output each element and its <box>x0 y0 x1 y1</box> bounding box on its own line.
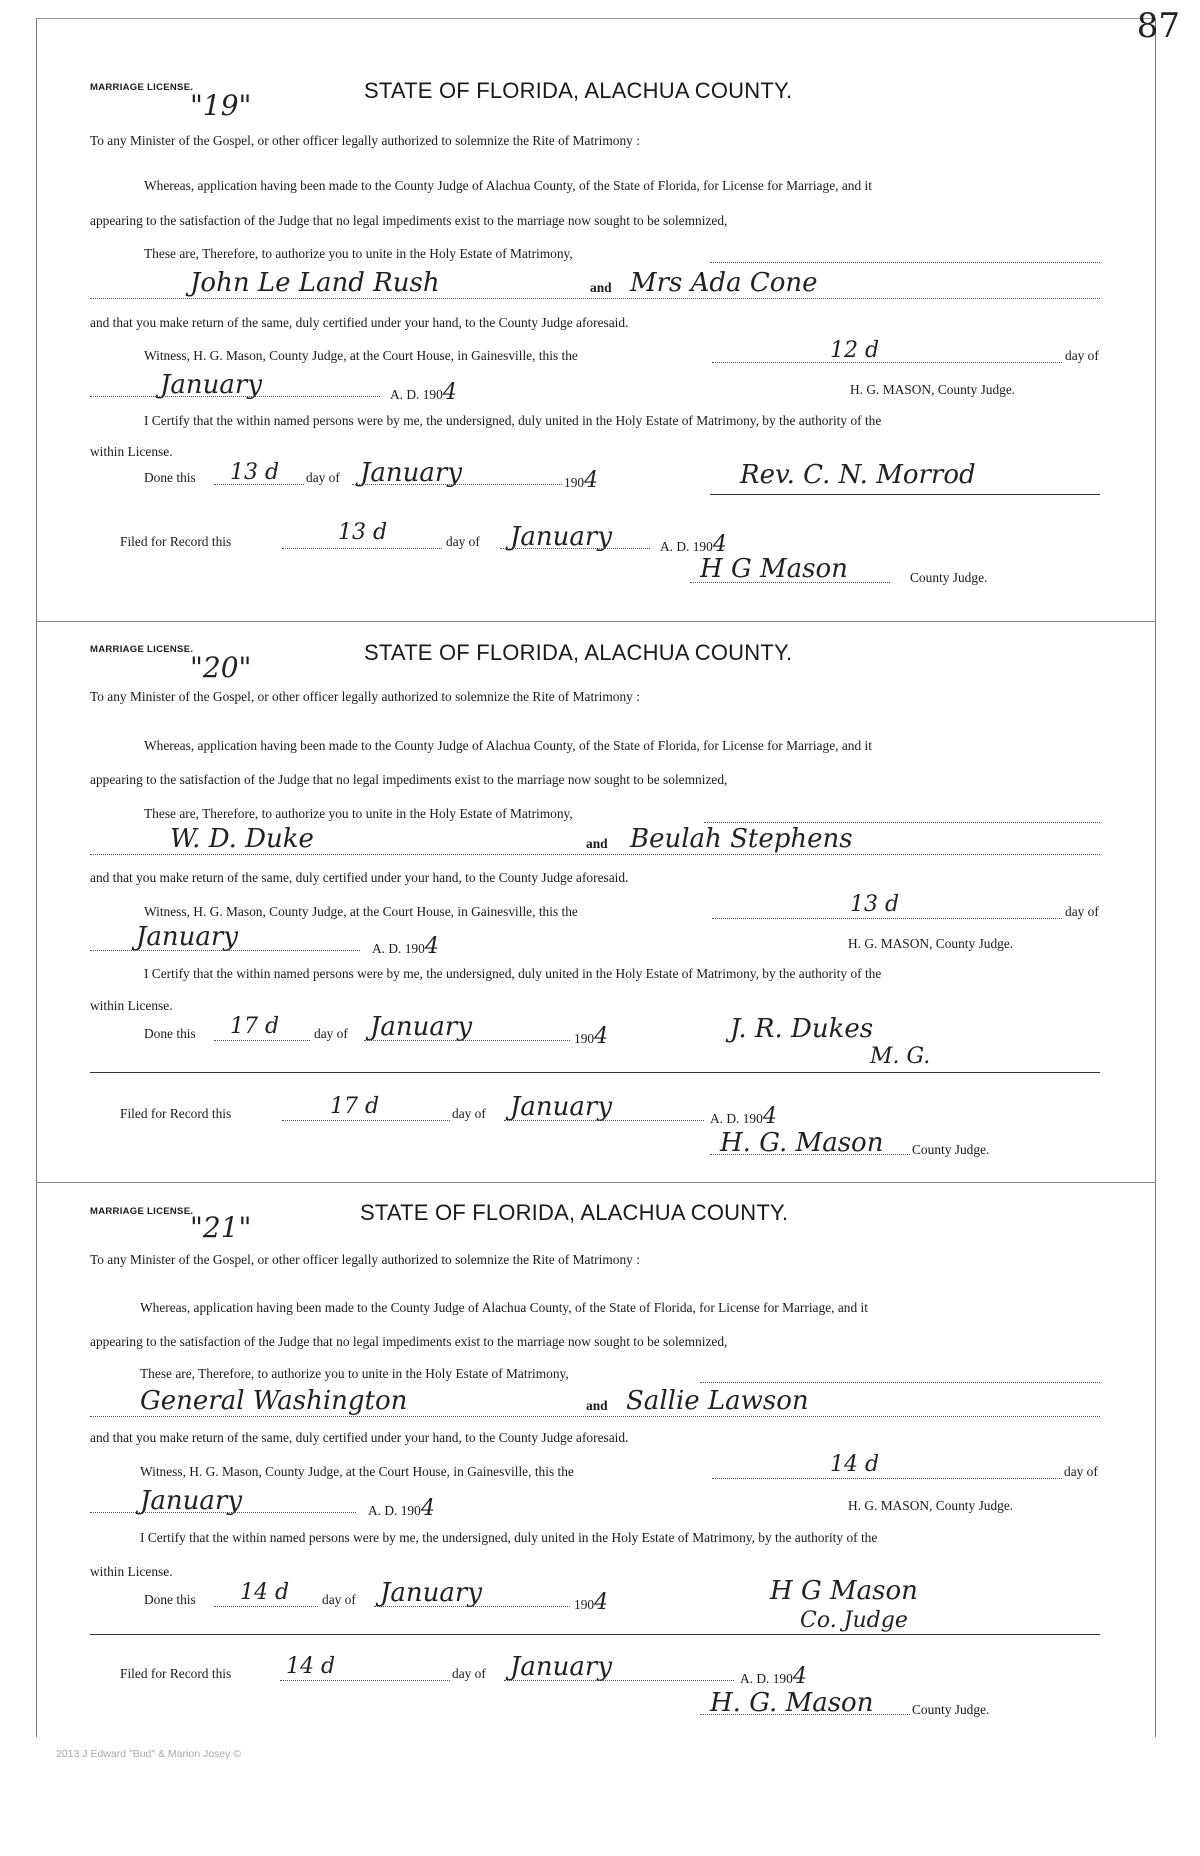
license-label: MARRIAGE LICENSE. <box>90 82 194 93</box>
address-line: To any Minister of the Gospel, or other officer legally authorized to solemnize the Rite of Matrimony : <box>90 689 640 704</box>
done-day-of-label: day of <box>306 470 340 485</box>
done-year-digit: 4 <box>584 468 599 493</box>
judge-name: H. G. MASON, County Judge. <box>850 382 1016 397</box>
certify-line-1: I Certify that the within named persons were by me, the undersigned, duly united in the Holy Estate of Matrimony, by the authority of the <box>140 1530 878 1545</box>
whereas-line-1: Whereas, application having been made to the County Judge of Alachua County, of the State of Florida, for License for Marriage, and it <box>144 178 872 193</box>
done-day-of-label: day of <box>322 1592 356 1607</box>
authorize-line: These are, Therefore, to authorize you to unite in the Holy Estate of Matrimony, <box>144 806 573 821</box>
fill-line <box>90 1416 1100 1417</box>
officiant-title: Co. Judge <box>800 1608 908 1633</box>
witness-month: January <box>140 1486 243 1516</box>
fill-line <box>374 1606 570 1607</box>
done-month: January <box>370 1012 473 1042</box>
judge-signature: H. G. Mason <box>710 1688 874 1718</box>
done-year-digit: 4 <box>594 1590 609 1615</box>
groom-name: W. D. Duke <box>170 824 314 854</box>
witness-year-digit: 4 <box>420 1496 435 1521</box>
ad-label: A. D. 190 <box>390 387 443 402</box>
witness-month: January <box>136 922 239 952</box>
fill-line <box>700 1714 910 1715</box>
bride-name: Mrs Ada Cone <box>630 268 818 298</box>
fill-line <box>700 1382 1100 1383</box>
filed-label: Filed for Record this <box>120 1106 232 1121</box>
and-label: and <box>586 1398 608 1413</box>
filed-day: 13 d <box>338 520 388 545</box>
license-label: MARRIAGE LICENSE. <box>90 1206 194 1217</box>
witness-day: 14 d <box>830 1452 880 1477</box>
filed-year-digit: 4 <box>762 1104 777 1129</box>
license-label: MARRIAGE LICENSE. <box>90 644 194 655</box>
signature-line <box>90 1634 1100 1635</box>
judge-signature: H G Mason <box>700 554 848 584</box>
certify-line-2: within License. <box>90 444 173 459</box>
witness-day: 12 d <box>830 338 880 363</box>
done-label: Done this <box>144 1592 196 1607</box>
fill-line <box>712 362 1062 363</box>
fill-line <box>214 484 304 485</box>
section-divider <box>36 1182 1156 1183</box>
certify-line-1: I Certify that the within named persons were by me, the undersigned, duly united in the Holy Estate of Matrimony, by the authority of the <box>144 966 882 981</box>
officiant-signature: H G Mason <box>770 1576 918 1606</box>
fill-line <box>214 1606 318 1607</box>
officiant-signature: Rev. C. N. Morrod <box>740 460 976 490</box>
done-day: 14 d <box>240 1580 290 1605</box>
filed-year-digit: 4 <box>792 1664 807 1689</box>
filed-day-of-label: day of <box>446 534 480 549</box>
license-header: STATE OF FLORIDA, ALACHUA COUNTY. <box>360 1200 789 1225</box>
filed-month: January <box>510 1092 613 1122</box>
fill-line <box>704 822 1100 823</box>
ad-label: A. D. 190 <box>372 941 425 956</box>
license-number: "21" <box>190 1211 252 1244</box>
bride-name: Beulah Stephens <box>630 824 853 854</box>
county-judge-label: County Judge. <box>912 1142 990 1157</box>
done-year-prefix: 190 <box>574 1031 595 1046</box>
license-header: STATE OF FLORIDA, ALACHUA COUNTY. <box>364 640 793 665</box>
witness-line: Witness, H. G. Mason, County Judge, at the Court House, in Gainesville, this the <box>140 1464 574 1479</box>
fill-line <box>352 484 562 485</box>
done-month: January <box>360 458 463 488</box>
filed-day-of-label: day of <box>452 1106 486 1121</box>
return-line: and that you make return of the same, duly certified under your hand, to the County Judge aforesaid. <box>90 1430 629 1445</box>
filed-month: January <box>510 522 613 552</box>
witness-day: 13 d <box>850 892 900 917</box>
fill-line <box>90 854 1100 855</box>
done-label: Done this <box>144 1026 196 1041</box>
whereas-line-1: Whereas, application having been made to the County Judge of Alachua County, of the State of Florida, for License for Marriage, and it <box>140 1300 868 1315</box>
day-of-label: day of <box>1065 348 1099 363</box>
done-month: January <box>380 1578 483 1608</box>
witness-year-digit: 4 <box>442 380 457 405</box>
done-year-digit: 4 <box>594 1024 609 1049</box>
done-label: Done this <box>144 470 196 485</box>
and-label: and <box>586 836 608 851</box>
return-line: and that you make return of the same, duly certified under your hand, to the County Judge aforesaid. <box>90 315 629 330</box>
done-year-prefix: 190 <box>574 1597 595 1612</box>
witness-line: Witness, H. G. Mason, County Judge, at the Court House, in Gainesville, this the <box>144 904 578 919</box>
fill-line <box>500 548 650 549</box>
done-day: 17 d <box>230 1014 280 1039</box>
authorize-line: These are, Therefore, to authorize you to unite in the Holy Estate of Matrimony, <box>140 1366 569 1381</box>
certify-line-1: I Certify that the within named persons were by me, the undersigned, duly united in the Holy Estate of Matrimony, by the authority of the <box>144 413 882 428</box>
fill-line <box>214 1040 310 1041</box>
filed-ad-label: A. D. 190 <box>710 1111 763 1126</box>
fill-line <box>690 582 890 583</box>
filed-ad-label: A. D. 190 <box>740 1671 793 1686</box>
page-number: 87 <box>1136 6 1180 46</box>
fill-line <box>504 1680 734 1681</box>
fill-line <box>90 298 1100 299</box>
copyright-credit: 2013 J Edward "Bud" & Marion Josey © <box>56 1748 242 1760</box>
witness-month: January <box>160 370 263 400</box>
filed-day: 17 d <box>330 1094 380 1119</box>
done-day: 13 d <box>230 460 280 485</box>
judge-name: H. G. MASON, County Judge. <box>848 1498 1014 1513</box>
filed-day-of-label: day of <box>452 1666 486 1681</box>
and-label: and <box>590 280 612 295</box>
license-number: "19" <box>190 89 252 122</box>
witness-year-digit: 4 <box>424 934 439 959</box>
day-of-label: day of <box>1065 904 1099 919</box>
fill-line <box>90 950 360 951</box>
fill-line <box>282 548 442 549</box>
return-line: and that you make return of the same, duly certified under your hand, to the County Judge aforesaid. <box>90 870 629 885</box>
whereas-line-2: appearing to the satisfaction of the Judge that no legal impediments exist to the marriage now sought to be solemnized, <box>90 772 728 787</box>
done-year-prefix: 190 <box>564 475 585 490</box>
signature-line <box>710 494 1100 495</box>
authorize-line: These are, Therefore, to authorize you to unite in the Holy Estate of Matrimony, <box>144 246 573 261</box>
filed-label: Filed for Record this <box>120 534 232 549</box>
signature-line <box>90 1072 1100 1073</box>
section-divider <box>36 621 1156 622</box>
done-day-of-label: day of <box>314 1026 348 1041</box>
fill-line <box>710 262 1100 263</box>
marriage-license-21 <box>90 1190 1110 1730</box>
groom-name: John Le Land Rush <box>190 268 440 298</box>
ad-label: A. D. 190 <box>368 1503 421 1518</box>
certify-line-2: within License. <box>90 998 173 1013</box>
license-header: STATE OF FLORIDA, ALACHUA COUNTY. <box>364 78 793 103</box>
license-number: "20" <box>190 651 252 684</box>
fill-line <box>712 918 1062 919</box>
witness-line: Witness, H. G. Mason, County Judge, at the Court House, in Gainesville, this the <box>144 348 578 363</box>
fill-line <box>364 1040 570 1041</box>
fill-line <box>504 1120 704 1121</box>
marriage-license-20 <box>90 630 1110 1170</box>
bride-name: Sallie Lawson <box>626 1386 809 1416</box>
filed-month: January <box>510 1652 613 1682</box>
filed-label: Filed for Record this <box>120 1666 232 1681</box>
groom-name: General Washington <box>140 1386 408 1416</box>
filed-day: 14 d <box>286 1654 336 1679</box>
fill-line <box>712 1478 1062 1479</box>
address-line: To any Minister of the Gospel, or other officer legally authorized to solemnize the Rite of Matrimony : <box>90 1252 640 1267</box>
fill-line <box>280 1680 450 1681</box>
whereas-line-2: appearing to the satisfaction of the Judge that no legal impediments exist to the marriage now sought to be solemnized, <box>90 213 728 228</box>
whereas-line-2: appearing to the satisfaction of the Judge that no legal impediments exist to the marriage now sought to be solemnized, <box>90 1334 728 1349</box>
county-judge-label: County Judge. <box>912 1702 990 1717</box>
day-of-label: day of <box>1064 1464 1098 1479</box>
address-line: To any Minister of the Gospel, or other officer legally authorized to solemnize the Rite of Matrimony : <box>90 133 640 148</box>
officiant-signature: J. R. Dukes <box>730 1014 874 1044</box>
officiant-title: M. G. <box>870 1044 931 1069</box>
county-judge-label: County Judge. <box>910 570 988 585</box>
fill-line <box>90 1512 356 1513</box>
filed-year-digit: 4 <box>712 532 727 557</box>
filed-ad-label: A. D. 190 <box>660 539 713 554</box>
whereas-line-1: Whereas, application having been made to the County Judge of Alachua County, of the State of Florida, for License for Marriage, and it <box>144 738 872 753</box>
marriage-license-19 <box>90 70 1110 610</box>
fill-line <box>282 1120 450 1121</box>
judge-name: H. G. MASON, County Judge. <box>848 936 1014 951</box>
fill-line <box>90 396 380 397</box>
certify-line-2: within License. <box>90 1564 173 1579</box>
fill-line <box>710 1154 910 1155</box>
judge-signature: H. G. Mason <box>720 1128 884 1158</box>
